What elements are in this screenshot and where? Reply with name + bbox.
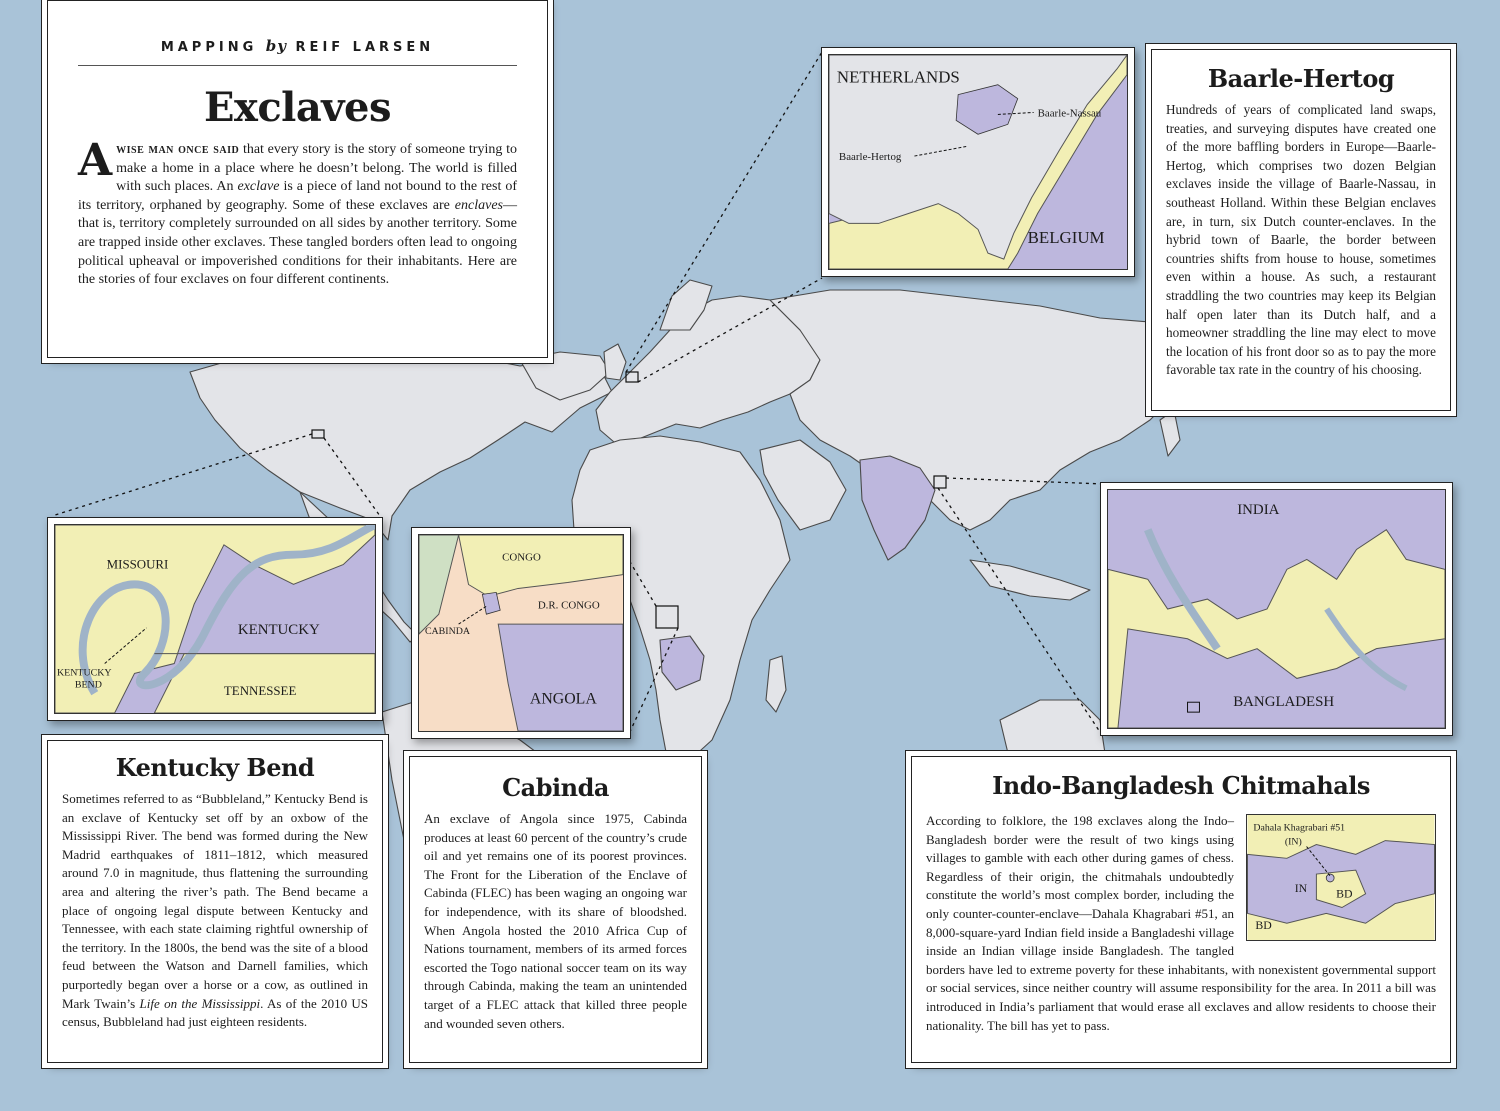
dropcap: A	[78, 135, 113, 186]
kentucky-body: Sometimes referred to as “Bubbleland,” Kentucky Bend is an exclave of Kentucky set off by an oxbow of the Mississippi River. The bend was formed during the New Madrid earthquakes of 1811–1812, which measured around 7.0 in magnitude, thus flattening the surrounding area and altering the river’s path. The Bend became a place of ongoing legal dispute between Kentucky and Tennessee, with each state claiming rightful ownership of the territory. In the 1800s, the bend was the site of a blood feud between the Watson and Darnell families, which purportedly began over a horse or a cow, as outlined in Mark Twain’s Life on the Mississippi. As of the 2010 US census, Bubbleland had just eighteen residents.	[62, 791, 368, 1030]
page-title: Exclaves	[203, 84, 391, 131]
baarle-title: Baarle-Hertog	[1207, 64, 1395, 93]
label-bd-1: BD	[1336, 886, 1353, 901]
label-dr-congo: D.R. CONGO	[537, 599, 600, 612]
baarle-body: Hundreds of years of complicated land swaps, treaties, and surveying disputes have created one of the more baffling borders in Europe—Baarle-Hertog, which comprises two dozen Belgian exclaves inside the village of Baarle-Nassau, in southeast Holland. Within these Belgian enclaves are, in turn, six Dutch counter-enclaves. In the hybrid town of Baarle, the border between countries shifts from house to house, sometimes even within a house. As such, a restaurant straddling the two countries may keep its Belgian half open later than its Dutch half, and a homeowner straddling the line may elect to move the location of his front door so as to pay the more favorable tax rate in the country of his choosing.	[1166, 102, 1436, 378]
label-baarle-hertog: Baarle-Hertog	[838, 151, 902, 164]
label-dahala: Dahala Khagrabari #51	[1253, 822, 1346, 834]
kentucky-box	[47, 740, 383, 1063]
label-belgium: BELGIUM	[1027, 228, 1105, 248]
kentucky-inset-map	[47, 517, 383, 721]
label-angola: ANGOLA	[529, 690, 597, 708]
byline: MAPPING by REIF LARSEN	[78, 37, 517, 66]
intro-text: Awise man once said that every story is the story of someone trying to make a home in a place where he doesn’t belong. The world is filled with such places. An exclave is a piece of land not bound to the rest of its territory, orphaned by geography. Some of these exclaves are enclaves—that is, territory completely surrounded on all sides by another territory. Some are trapped inside other exclaves. These tangled borders often lead to ongoing political upheaval or impoverished conditions for their inhabitants. Here are the stories of four exclaves on four different continents.	[78, 135, 518, 288]
label-in-paren: (IN)	[1284, 836, 1302, 848]
label-bd-2: BD	[1255, 918, 1272, 933]
label-kentucky: KENTUCKY	[237, 621, 320, 638]
label-baarle-nassau: Baarle-Nassau	[1037, 107, 1102, 120]
chitmahals-inset-map	[1100, 482, 1453, 736]
baarle-box	[1151, 49, 1451, 411]
label-cabinda: CABINDA	[424, 625, 471, 637]
kentucky-title: Kentucky Bend	[115, 753, 315, 782]
label-kentucky-bend-2: BEND	[74, 679, 102, 691]
dahala-inset-map	[1246, 814, 1436, 941]
label-tennessee: TENNESSEE	[223, 684, 297, 699]
cabinda-body: An exclave of Angola since 1975, Cabinda produces at least 60 percent of the country’s crude oil and yet remains one of its poorest provinces. The Front for the Liberation of the Enclave of Cabinda (FLEC) has been waging an ongoing war for independence, with its share of bloodshed. When Angola hosted the 2010 Africa Cup of Nations tournament, members of its armed forces escorted the Togo national soccer team on its way through Cabinda, making the team an unintended target of a FLEC attack that killed three people and wounded seven others.	[424, 811, 687, 1031]
label-netherlands: NETHERLANDS	[836, 67, 960, 87]
label-bangladesh: BANGLADESH	[1233, 694, 1335, 711]
cabinda-box	[409, 756, 702, 1063]
cabinda-inset-map	[411, 527, 631, 739]
label-india: INDIA	[1237, 501, 1280, 518]
label-congo: CONGO	[502, 551, 541, 564]
chitmahals-title: Indo-Bangladesh Chitmahals	[992, 771, 1370, 800]
chitmahals-box	[911, 756, 1451, 1063]
cabinda-title: Cabinda	[502, 773, 609, 802]
label-in: IN	[1294, 880, 1308, 895]
baarle-inset-map	[821, 47, 1135, 277]
intro-box	[47, 0, 548, 358]
label-kentucky-bend-1: KENTUCKY	[56, 667, 112, 679]
chitmahals-body: According to folklore, the 198 exclaves along the Indo–Bangladesh border were the result of two kings using villages to gamble with each other during games of chess. Regardless of their origin, the chitmahals undoubtedly constitute the world’s most complex border, including the only counter-counter-enclave—Dahala Khagrabari #51, an 8,000-square-yard Indian field inside a Bangladeshi village inside an Indian village inside Bangladesh. The tangled borders have led to extreme poverty for these inhabitants, with nonexistent governmental support or social services, since neither country will assume responsibility for the area. In 2011 a bill was introduced in India’s parliament that would erase all exclaves and allow residents to choose their nationality. The bill has yet to pass.	[926, 813, 1436, 1033]
label-missouri: MISSOURI	[106, 557, 169, 572]
